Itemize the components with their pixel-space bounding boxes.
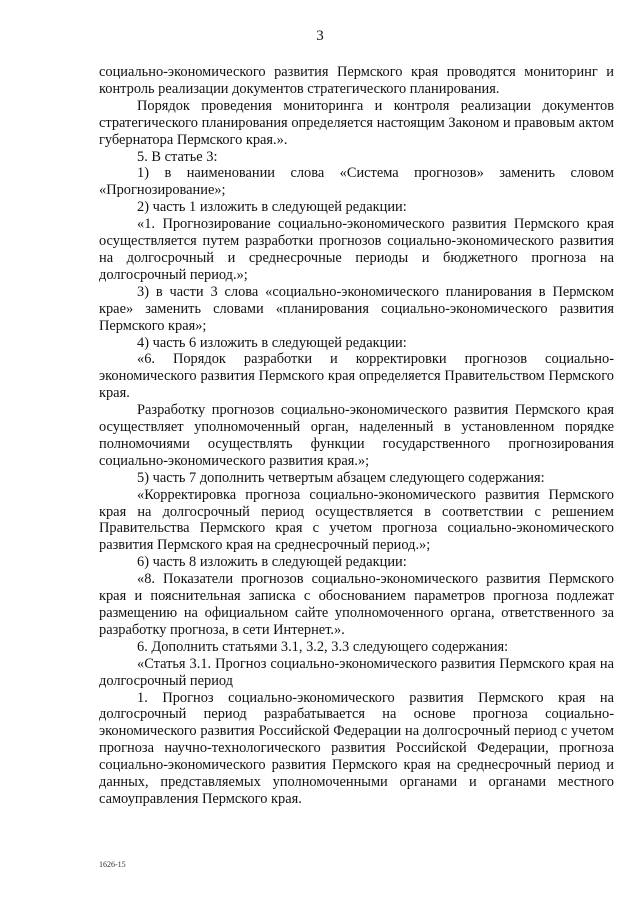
paragraph: «6. Порядок разработки и корректировки прогнозов социально-экономического развития Пермского края определяется Правительством Пермского края. [99, 351, 614, 402]
document-body [99, 64, 614, 808]
page-number: 3 [316, 28, 324, 44]
paragraph: 6) часть 8 изложить в следующей редакции: [137, 554, 407, 571]
paragraph: «Корректировка прогноза социально-экономического развития Пермского края на долгосрочный период осуществляется в соответствии с решением Правительства Пермского края с учетом прогноза социально-экономического развития Пермского края на среднесрочный период.»; [99, 486, 614, 554]
paragraph: 4) часть 6 изложить в следующей редакции: [137, 334, 407, 351]
article-heading: «Статья 3.1. Прогноз социально-экономического развития Пермского края на долгосрочный период [99, 655, 614, 689]
paragraph: 5) часть 7 дополнить четвертым абзацем следующего содержания: [137, 469, 545, 486]
paragraph: 6. Дополнить статьями 3.1, 3.2, 3.3 следующего содержания: [137, 638, 509, 655]
paragraph: 5. В статье 3: [137, 148, 218, 165]
paragraph: Разработку прогнозов социально-экономического развития Пермского края осуществляет уполномоченный орган, наделенный в установленном порядке полномочиями осуществлять функции государственного прогнозирования социально-экономического развития края.»; [99, 402, 614, 469]
paragraph: социально-экономического развития Пермского края проводятся мониторинг и контроль реализации документов стратегического планирования. [99, 64, 614, 97]
paragraph: 2) часть 1 изложить в следующей редакции: [137, 199, 407, 216]
paragraph: «1. Прогнозирование социально-экономического развития Пермского края осуществляется путем разработки прогнозов социально-экономического развития на долгосрочный и среднесрочные периоды и бюджетного прогноза на долгосрочный период.»; [99, 216, 614, 283]
paragraph: 3) в части 3 слова «социально-экономического планирования в Пермском крае» заменить словами «планирования социально-экономического развития Пермского края»; [99, 283, 614, 334]
footer-code: 1626-15 [99, 860, 126, 869]
paragraph: 1. Прогноз социально-экономического развития Пермского края на долгосрочный период разрабатывается на основе прогноза социально-экономического развития Российской Федерации на долгосрочный период с учетом прогноза научно-технологического развития Российской Федерации, прогноза социально-экономического развития Пермского края на среднесрочный период и данных, представляемых уполномоченными органами и органами местного самоуправления Пермского края. [99, 689, 614, 807]
paragraph: 1) в наименовании слова «Система прогнозов» заменить словом «Прогнозирование»; [99, 165, 614, 199]
paragraph: «8. Показатели прогнозов социально-экономического развития Пермского края и пояснительная записка с обоснованием параметров прогноза подлежат размещению на официальном сайте уполномоченного органа, ответственного за разработку прогноза, в сети Интернет.». [99, 571, 614, 638]
paragraph: Порядок проведения мониторинга и контроля реализации документов стратегического планирования определяется настоящим Законом и правовым актом губернатора Пермского края.». [99, 97, 614, 148]
